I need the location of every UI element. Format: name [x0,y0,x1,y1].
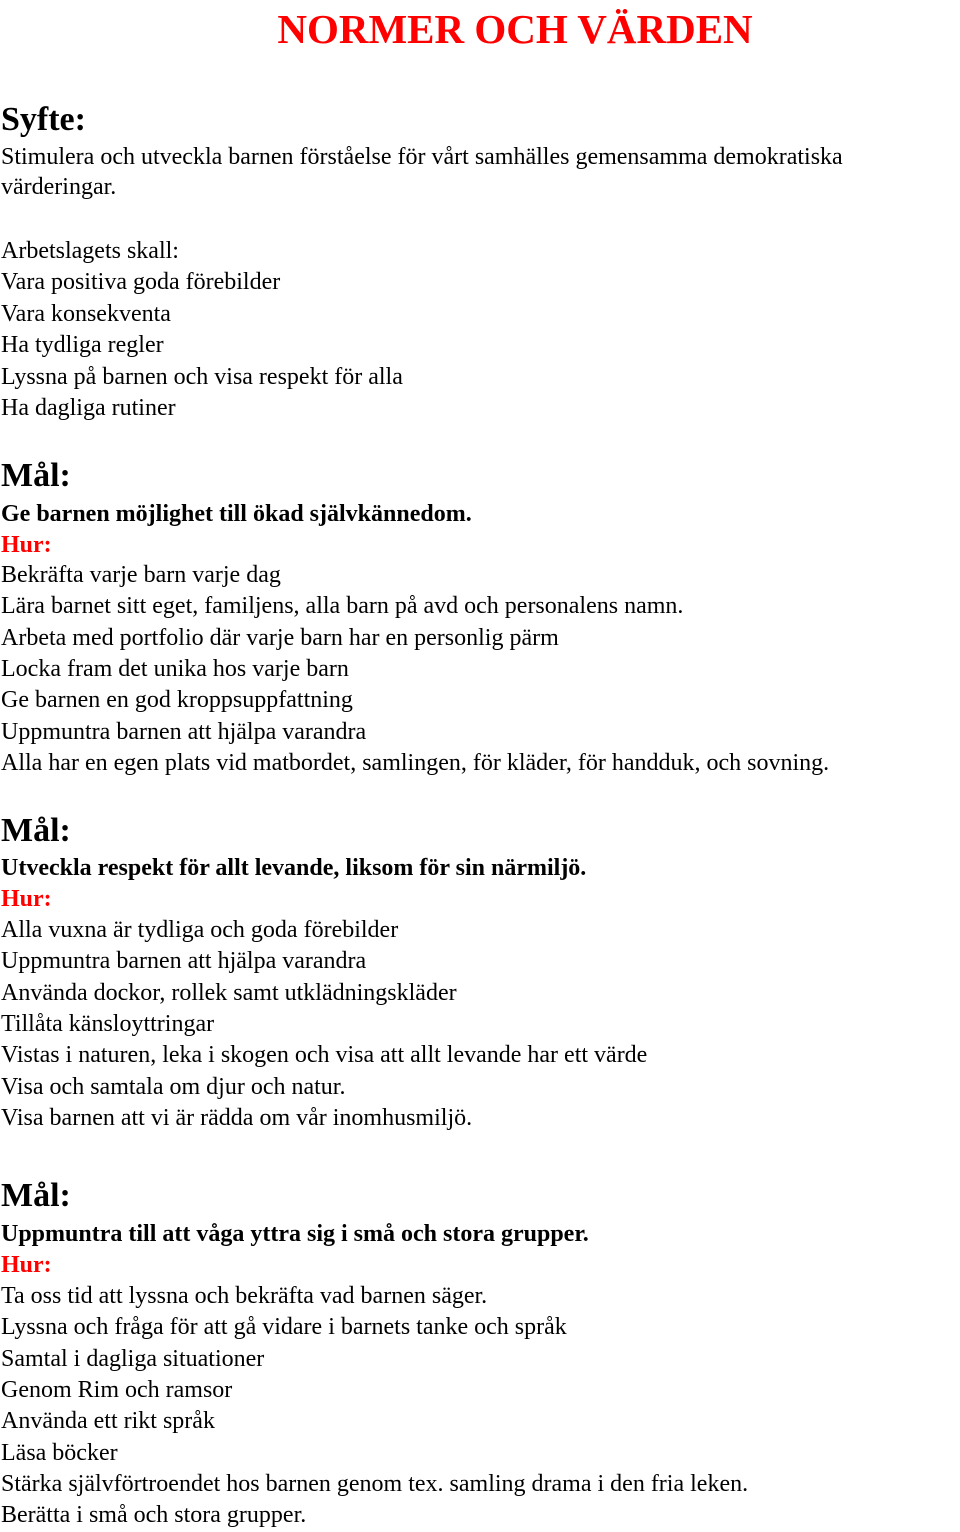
list-item: Berätta i små och stora grupper. [1,1502,307,1529]
list-item: Använda dockor, rollek samt utklädningskläder [1,979,457,1006]
hur-label-1: Hur: [1,532,52,558]
syfte-text: Stimulera och utveckla barnen förståelse för vårt samhälles gemensamma demokratiska värderingar. [1,144,843,200]
list-item: Tillåta känsloyttringar [1,1010,215,1037]
list-item: Lyssna och fråga för att gå vidare i barnets tanke och språk [1,1314,567,1341]
list-item: Visa och samtala om djur och natur. [1,1073,346,1100]
list-item: Visa barnen att vi är rädda om vår inomhusmiljö. [1,1104,473,1131]
mal-goal-3: Uppmuntra till att våga yttra sig i små och stora grupper. [1,1221,589,1247]
list-item: Ge barnen en god kroppsuppfattning [1,687,353,714]
list-item: Locka fram det unika hos varje barn [1,655,349,682]
mal-heading-3: Mål: [1,1177,71,1214]
list-item: Använda ett rikt språk [1,1408,215,1435]
hur-list-3 [1,1281,748,1532]
list-item: Uppmuntra barnen att hjälpa varandra [1,948,367,975]
list-item: Ha tydliga regler [1,332,164,359]
hur-label-2: Hur: [1,886,52,912]
hur-label-3: Hur: [1,1252,52,1278]
list-item: Alla har en egen plats vid matbordet, samlingen, för kläder, för handduk, och sovning. [1,749,830,776]
list-item: Vara konsekventa [1,300,171,327]
hur-list-1 [1,560,829,779]
list-item: Bekräfta varje barn varje dag [1,562,281,588]
list-item: Arbeta med portfolio där varje barn har en personlig pärm [1,624,559,651]
arbetslaget-block [1,236,403,424]
document-title: NORMER OCH VÄRDEN [277,6,753,52]
list-item: Samtal i dagliga situationer [1,1345,265,1372]
list-item: Uppmuntra barnen att hjälpa varandra [1,718,367,745]
list-item: Läsa böcker [1,1439,118,1466]
list-item: Lära barnet sitt eget, familjens, alla barn på avd och personalens namn. [1,593,684,620]
list-item: Vara positiva goda förebilder [1,269,281,296]
arbetslaget-heading: Arbetslagets skall: [1,238,179,264]
list-item: Genom Rim och ramsor [1,1376,233,1403]
syfte-heading: Syfte: [1,101,86,138]
list-item: Alla vuxna är tydliga och goda förebilder [1,917,399,943]
mal-goal-2: Utveckla respekt för allt levande, liksom för sin närmiljö. [1,855,587,881]
list-item: Vistas i naturen, leka i skogen och visa att allt levande har ett värde [1,1042,648,1069]
list-item: Ta oss tid att lyssna och bekräfta vad barnen säger. [1,1283,488,1309]
hur-list-2 [1,915,647,1134]
list-item: Lyssna på barnen och visa respekt för alla [1,363,403,390]
mal-goal-1: Ge barnen möjlighet till ökad självkännedom. [1,501,472,527]
list-item: Ha dagliga rutiner [1,395,176,422]
mal-heading-1: Mål: [1,457,71,494]
mal-heading-2: Mål: [1,812,71,849]
list-item: Stärka självförtroendet hos barnen genom tex. samling drama i den fria leken. [1,1470,749,1497]
